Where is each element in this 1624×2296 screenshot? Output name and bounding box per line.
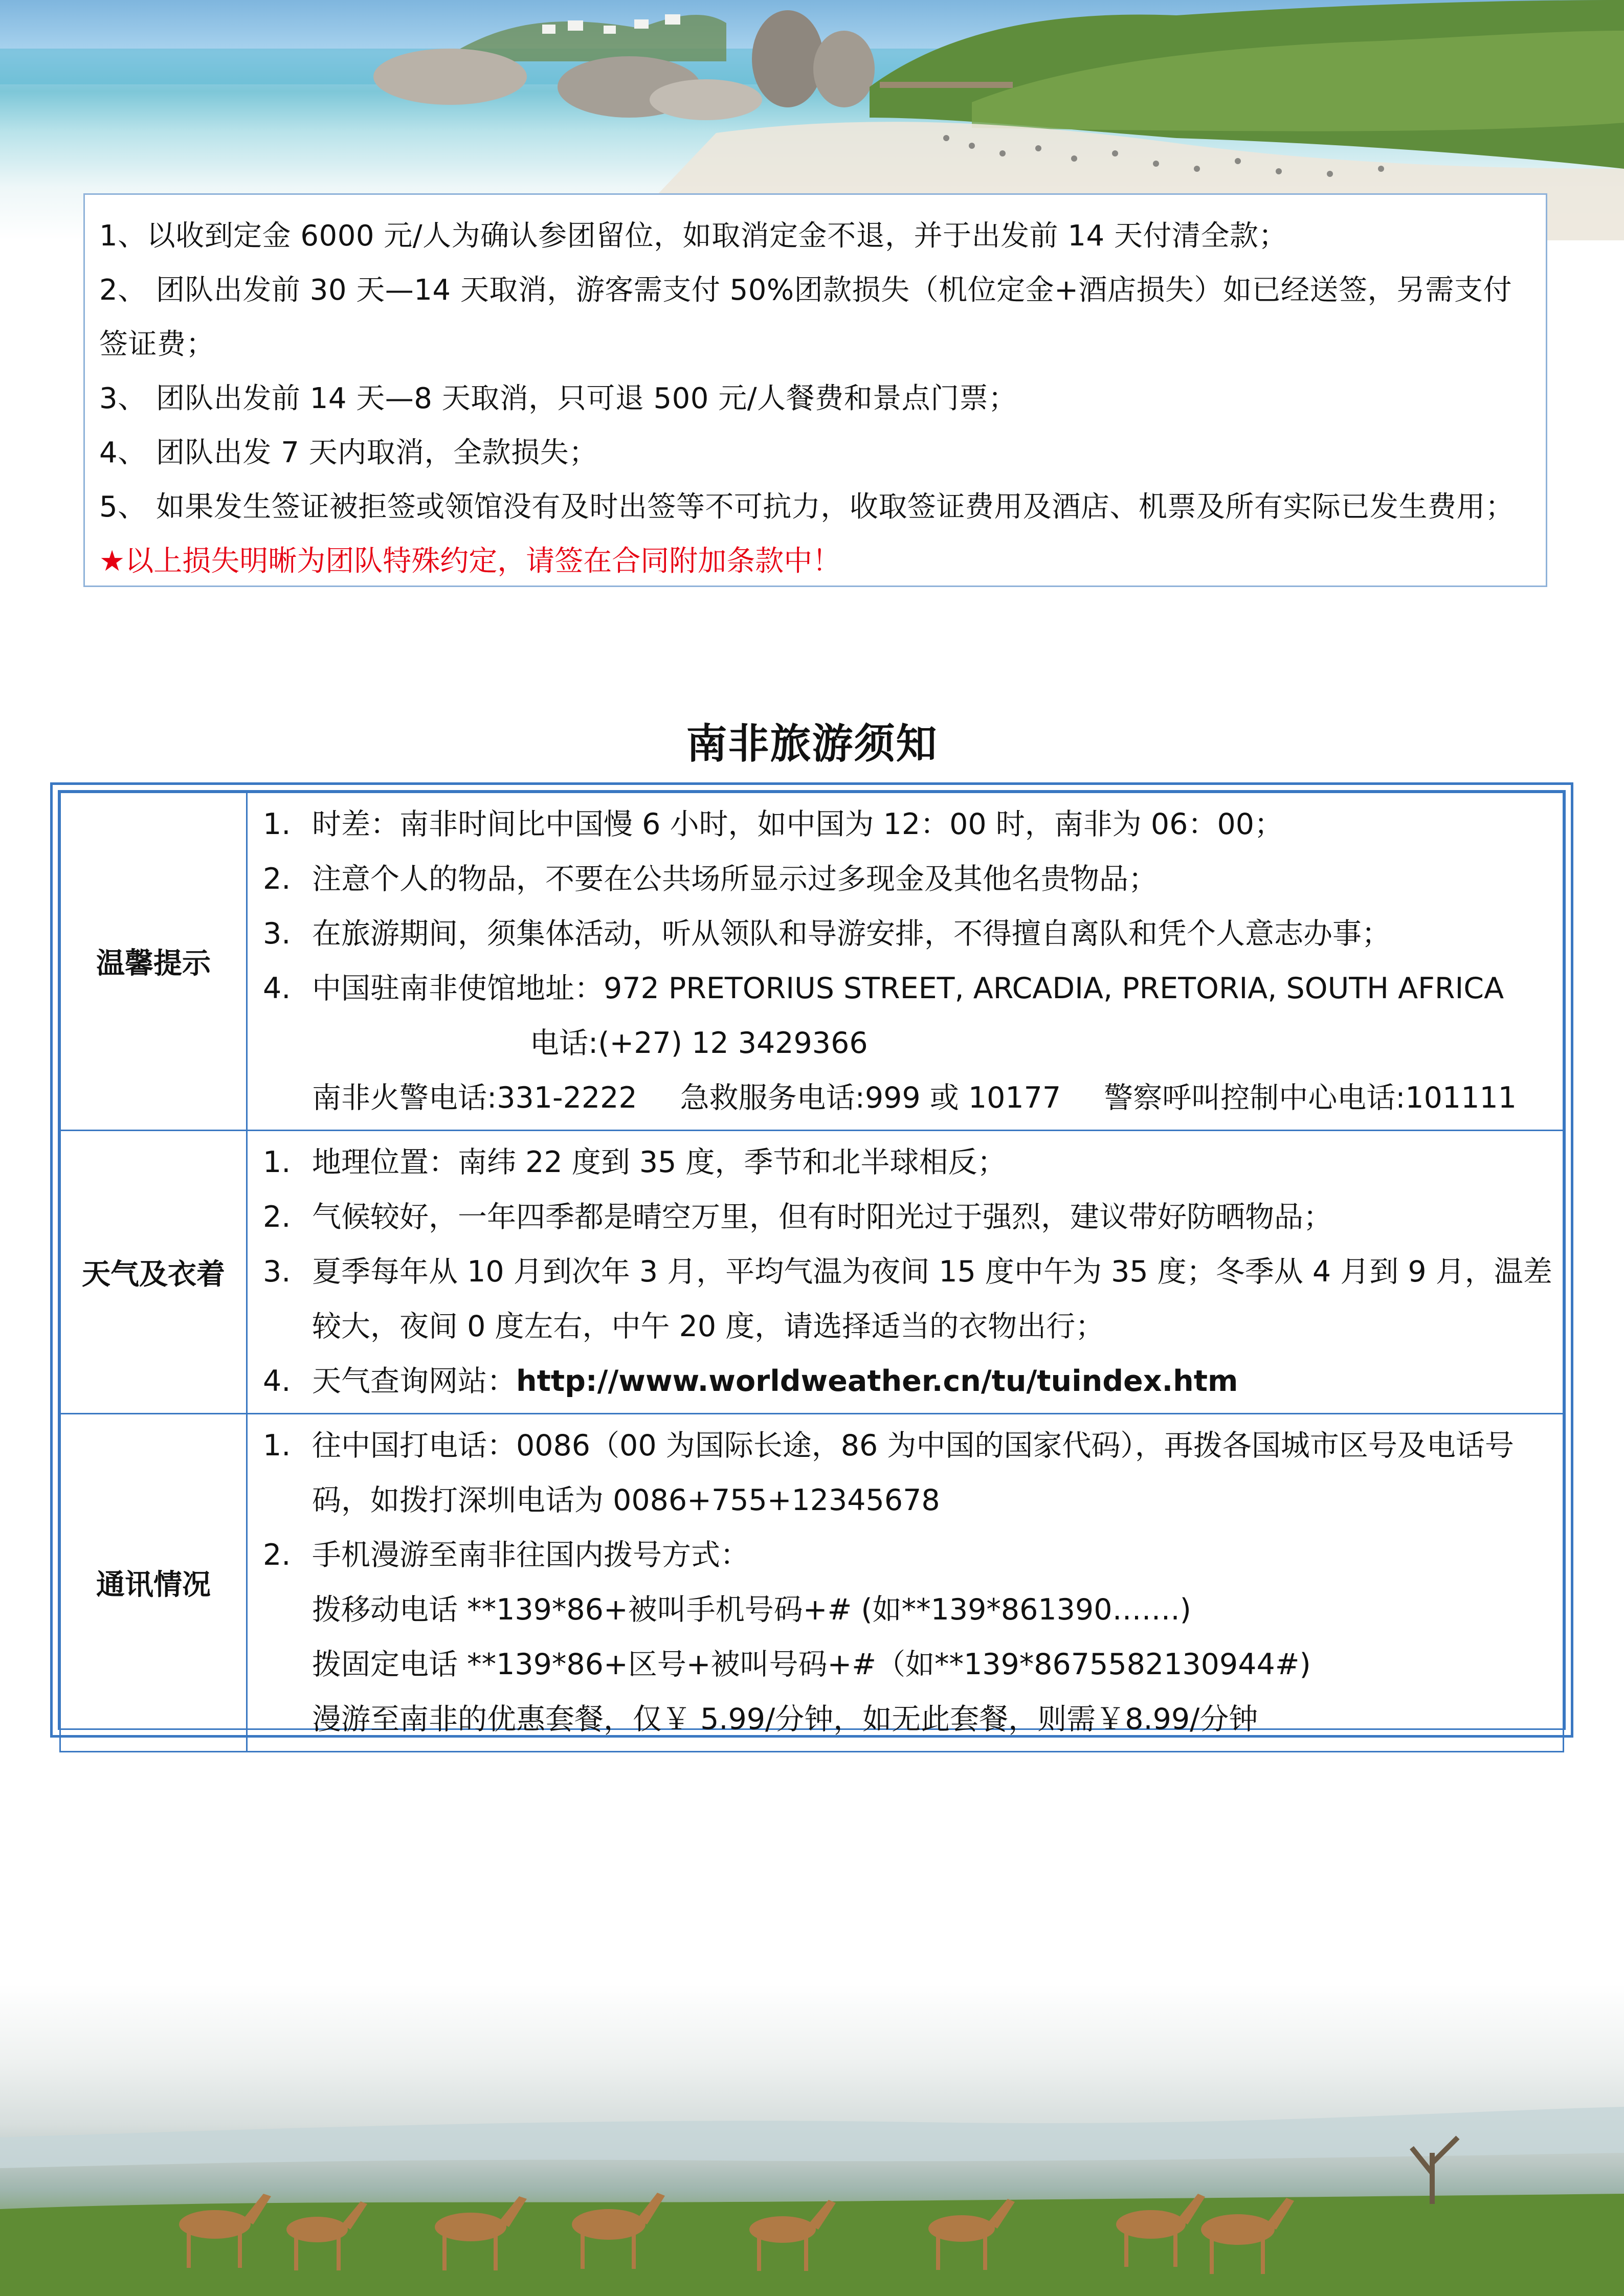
item-number: 2.	[263, 1538, 291, 1572]
travel-tips-table	[50, 782, 1573, 1738]
list-item	[263, 1135, 1552, 1190]
ambulance-phone: 急救服务电话:999 或 10177	[680, 1081, 1061, 1115]
weather-site-link[interactable]: http://www.worldweather.cn/tu/tuindex.htm	[516, 1364, 1238, 1398]
item-number: 2.	[263, 862, 291, 896]
policy-line-4: 4、 团队出发 7 天内取消，全款损失；	[99, 436, 598, 469]
item-text: 夏季每年从 10 月到次年 3 月，平均气温为夜间 15 度中午为 35 度；冬季从 4 月到 9 月，温差较大，夜间 0 度左右，中午 20 度，请选择适当的衣物出行；	[312, 1255, 1552, 1343]
police-phone: 警察呼叫控制中心电话:101111	[1104, 1081, 1517, 1115]
savanna-banner-image	[0, 1984, 1624, 2296]
category-warm-tips: 温馨提示	[60, 793, 247, 1131]
category-communication: 通讯情况	[60, 1414, 247, 1752]
item-text: 往中国打电话：0086（00 为国际长途，86 为中国的国家代码），再拨各国城市区号及电话号码，如拨打深圳电话为 0086+755+12345678	[312, 1429, 1514, 1517]
list-item	[263, 1419, 1552, 1528]
cancellation-policy-box	[83, 193, 1547, 587]
list-item	[263, 961, 1552, 1016]
embassy-phone: 电话:(+27) 12 3429366	[530, 1026, 868, 1060]
list-item	[263, 797, 1552, 852]
mobile-dial-instruction: 拨移动电话 **139*86+被叫手机号码+# (如**139*861390…….)	[312, 1593, 1191, 1627]
table-row-communication	[60, 1414, 1564, 1752]
policy-line-5: 5、 如果发生签证被拒签或领馆没有及时出签等不可抗力，收取签证费用及酒店、机票及所有实际已发生费用；	[99, 490, 1515, 524]
item-text: 注意个人的物品，不要在公共场所显示过多现金及其他名贵物品；	[312, 862, 1158, 896]
policy-line-2: 2、 团队出发前 30 天—14 天取消，游客需支付 50%团款损失（机位定金+酒店损失）如已经送签，另需支付签证费；	[99, 274, 1512, 361]
table-row-warm-tips	[60, 793, 1564, 1131]
savanna-scene	[0, 1984, 1624, 2296]
item-number: 3.	[263, 917, 291, 951]
page-title: 南非旅游须知	[686, 720, 938, 768]
travel-tips-inner-border	[58, 790, 1566, 1736]
policy-line-1: 1、以收到定金 6000 元/人为确认参团留位，如取消定金不退，并于出发前 14 天付清全款；	[99, 219, 1287, 253]
item-text: 气候较好，一年四季都是晴空万里，但有时阳光过于强烈，建议带好防晒物品；	[312, 1200, 1332, 1234]
fire-phone: 南非火警电话:331-2222	[312, 1081, 637, 1115]
list-item	[263, 1354, 1552, 1409]
item-text: 在旅游期间，须集体活动，听从领队和导游安排，不得擅自离队和凭个人意志办事；	[312, 917, 1391, 951]
embassy-address: 中国驻南非使馆地址：972 PRETORIUS STREET, ARCADIA, PRETORIA, SOUTH AFRICA	[312, 972, 1504, 1005]
item-text: 手机漫游至南非往国内拨号方式：	[312, 1538, 749, 1572]
roaming-rate: 漫游至南非的优惠套餐，仅￥ 5.99/分钟，如无此套餐，则需￥8.99/分钟	[312, 1702, 1258, 1736]
table-row-weather	[60, 1131, 1564, 1414]
item-number: 1.	[263, 1429, 291, 1462]
list-item	[263, 1190, 1552, 1245]
item-number: 1.	[263, 1145, 291, 1179]
item-number: 4.	[263, 1364, 291, 1398]
list-item	[263, 1528, 1552, 1583]
item-text: 时差：南非时间比中国慢 6 小时，如中国为 12：00 时，南非为 06：00；	[312, 807, 1283, 841]
list-item	[263, 907, 1552, 961]
item-number: 1.	[263, 807, 291, 841]
warm-tips-content	[247, 793, 1564, 1131]
policy-line-3: 3、 团队出发前 14 天—8 天取消，只可退 500 元/人餐费和景点门票；	[99, 382, 1017, 415]
list-item	[263, 852, 1552, 907]
weather-content	[247, 1131, 1564, 1414]
item-text: 地理位置：南纬 22 度到 35 度，季节和北半球相反；	[312, 1145, 1007, 1179]
landline-dial-instruction: 拨固定电话 **139*86+区号+被叫号码+#（如**139*8675582130944#)	[312, 1648, 1311, 1681]
emergency-numbers	[263, 1071, 1552, 1126]
communication-content	[247, 1414, 1564, 1752]
category-weather: 天气及衣着	[60, 1131, 247, 1414]
list-item	[263, 1245, 1552, 1354]
item-number: 3.	[263, 1255, 291, 1289]
travel-tips-grid	[59, 792, 1564, 1752]
weather-site-label: 天气查询网站：	[312, 1364, 516, 1398]
policy-special-note: ★以上损失明晰为团队特殊约定，请签在合同附加条款中！	[99, 545, 841, 578]
item-number: 4.	[263, 972, 291, 1005]
item-number: 2.	[263, 1200, 291, 1234]
